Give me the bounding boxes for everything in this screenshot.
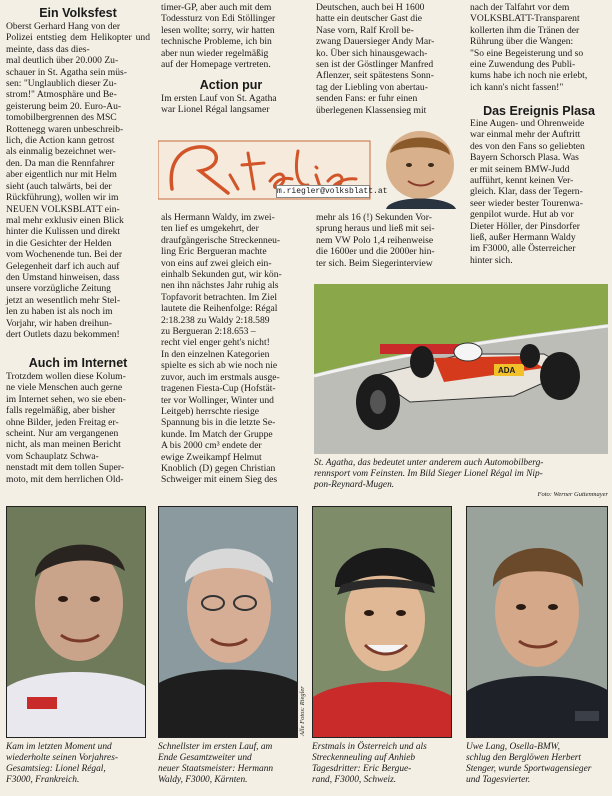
portrait-caption-4: Uwe Lang, Osella-BMW, schlug den Berglöwen Herbert Stenger, wurde Sportwagensieger und Tagesvierter. bbox=[466, 742, 592, 785]
heading-action-pur: Action pur bbox=[199, 78, 263, 92]
race-car-image bbox=[314, 284, 608, 454]
race-car-photo bbox=[314, 284, 608, 454]
portrait-hermann-waldy bbox=[158, 506, 298, 738]
portrait-caption-2: Schnellster im ersten Lauf, am Ende Gesamtzweiter und neuer Staatsmeister: Hermann Waldy, F3000, Kärnten. bbox=[158, 742, 274, 785]
text-col4-top: nach der Talfahrt vor dem VOLKSBLATT-Transparent kollerten ihm die Tränen der Rührung über die Wangen: "So eine Begeisterung und so eine Zuwendung des Publi- kums habe ich noch nie erlebt, ich kann's nicht fassen!" bbox=[470, 2, 588, 93]
text-col1-internet: Trotzdem wollen diese Kolum- ne viele Menschen auch gerne im Internet sehen, wo sie eben- falls regelmäßig, aber bisher ohne Bilder, jeden Freitag er- scheint. Nur am vergangenen nicht, als man meinen Bericht vom Schauplatz Schwa- nenstadt mit dem tollen Super- moto, mit dem herrlichen Old- bbox=[6, 371, 126, 485]
text-col1-volksfest: Oberst Gerhard Hang von der Polizei entstieg dem Helikopter und meinte, dass das dies- mal deutlich über 20.000 Zu- schauer in St. Agatha sein müs- sen: "Unglaublich dieser Zu- strom!" Atmosphäre und Be- geisterung beim 20. Euro-Au- tomobilbergrennen des MSC Rottenegg waren unbeschreib- lich, die Action kann getrost als einmalig bezeichnet wer- den. Da man die Rennfahrer aber eigentlich nur mit Helm sieht (auch talwärts, bei der Rückführung), wollen wir im NEUEN VOLKSBLATT ein- mal mehr exklusiv einen Blick hinter die Kulissen und direkt in die Gesichter der Helden vom Wochenende tun. Bei der Gelegenheit darf ich auch auf den Umstand hinweisen, dass unsere vorzügliche Zeitung jetzt an wesentlich mehr Stel- len zu haben ist als noch im Vorjahr, wir haben dreihun- dert Outlets dazu bekommen! bbox=[6, 21, 150, 340]
portrait-lionel-regal bbox=[6, 506, 146, 738]
race-car-photo-credit: Foto: Werner Guttenmayer bbox=[537, 491, 608, 498]
text-col2-top: timer-GP, aber auch mit dem Todessturz von Edi Stöllinger lesen wollte; sorry, wir hatten technische Probleme, ich bin aber nun wieder regelmäßig auf der Homepage vertreten. bbox=[161, 2, 276, 71]
text-col3-middle: mehr als 16 (!) Sekunden Vor- sprung heraus und ließ mit sei- nem VW Polo 1,4 reihenweise die 1600er und die 2000er hin- ter sich. Beim Siegerinterview bbox=[316, 212, 435, 269]
text-col2-middle: als Hermann Waldy, im zwei- ten lief es umgekehrt, der draufgängerische Streckenneu- ling Eric Bergueran machte von eins auf zwei gleich ein- einhalb Sekunden gut, wir kön- nen ihn nächstes Jahr ruhig als Topfavorit betrachten. Im Ziel lautete die Reihenfolge: Régal 2:18.238 zu Waldy 2:18.589 zu Bergueran 2:18.653 – recht viel enger geht's nicht! In den einzelnen Kategorien spielte es sich ab wie noch nie zuvor, auch im erstmals ausge- tragenen Fiesta-Cup (Hofstät- ter vor Wollinger, Winter und Leitgeb) herrschte riesige Spannung bis in die letzte Se- kunde. Im Match der Gruppe A bis 2000 cm³ endete der ewige Zweikampf Helmut Knoblich (D) gegen Christian Schweiger mit einem Sieg des bbox=[161, 212, 282, 486]
portrait-uwe-lang bbox=[466, 506, 608, 738]
portrait-caption-3: Erstmals in Österreich und als Streckenneuling auf Anhieb Tagesdritter: Eric Bergue- rand, F3000, Schweiz. bbox=[312, 742, 427, 785]
heading-das-ereignis-plasa: Das Ereignis Plasa bbox=[483, 104, 595, 118]
columnist-banner bbox=[158, 123, 464, 209]
columnist-email: m.riegler@volksblatt.at bbox=[277, 187, 388, 196]
portrait-caption-1: Kam im letzten Moment und wiederholte seinen Vorjahres- Gesamtsieg: Lionel Régal, F3000, Frankreich. bbox=[6, 742, 118, 785]
car-sponsor-text: ADA bbox=[498, 366, 516, 375]
portraits-photo-credit: Alle Fotos: Riegler bbox=[299, 686, 306, 736]
portrait-eric-bergueran bbox=[312, 506, 452, 738]
heading-ein-volksfest: Ein Volksfest bbox=[39, 6, 117, 20]
heading-auch-im-internet: Auch im Internet bbox=[28, 356, 128, 370]
text-col3-top: Deutschen, auch bei H 1600 hatte ein deutscher Gast die Nase vorn, Ralf Kroll be- zwang Dauersieger Andy Mar- ko. Über sich hinausgewach- sen ist der Göstlinger Manfred Aflenzer, seit spätestens Sonn- tag der Liebling von abertau- senden Fans: er fuhr einen überlegenen Klassensieg mit bbox=[316, 2, 435, 116]
text-col2-action: Im ersten Lauf von St. Agatha war Lionel Régal langsamer bbox=[161, 93, 277, 116]
race-car-caption: St. Agatha, das bedeutet unter anderem auch Automobilberg- rennsport vom Feinsten. Im Bild Sieger Lionel Régal im Nip- pon-Reynard-Mugen. bbox=[314, 458, 544, 490]
text-col4-plasa: Eine Augen- und Ohrenweide war einmal mehr der Auftritt des von den Fans so geliebten Bayern Schorsch Plasa. Was er mit seinem BMW-Judd aufführt, kennt keinen Ver- gleich. Klar, dass der Tegern- seer wieder bester Tourenwa- genpilot wurde. Hut ab vor Dieter Höller, der Pinsdorfer ließ, außer Hermann Waldy im F3000, alle Österreicher hinter sich. bbox=[470, 118, 585, 266]
